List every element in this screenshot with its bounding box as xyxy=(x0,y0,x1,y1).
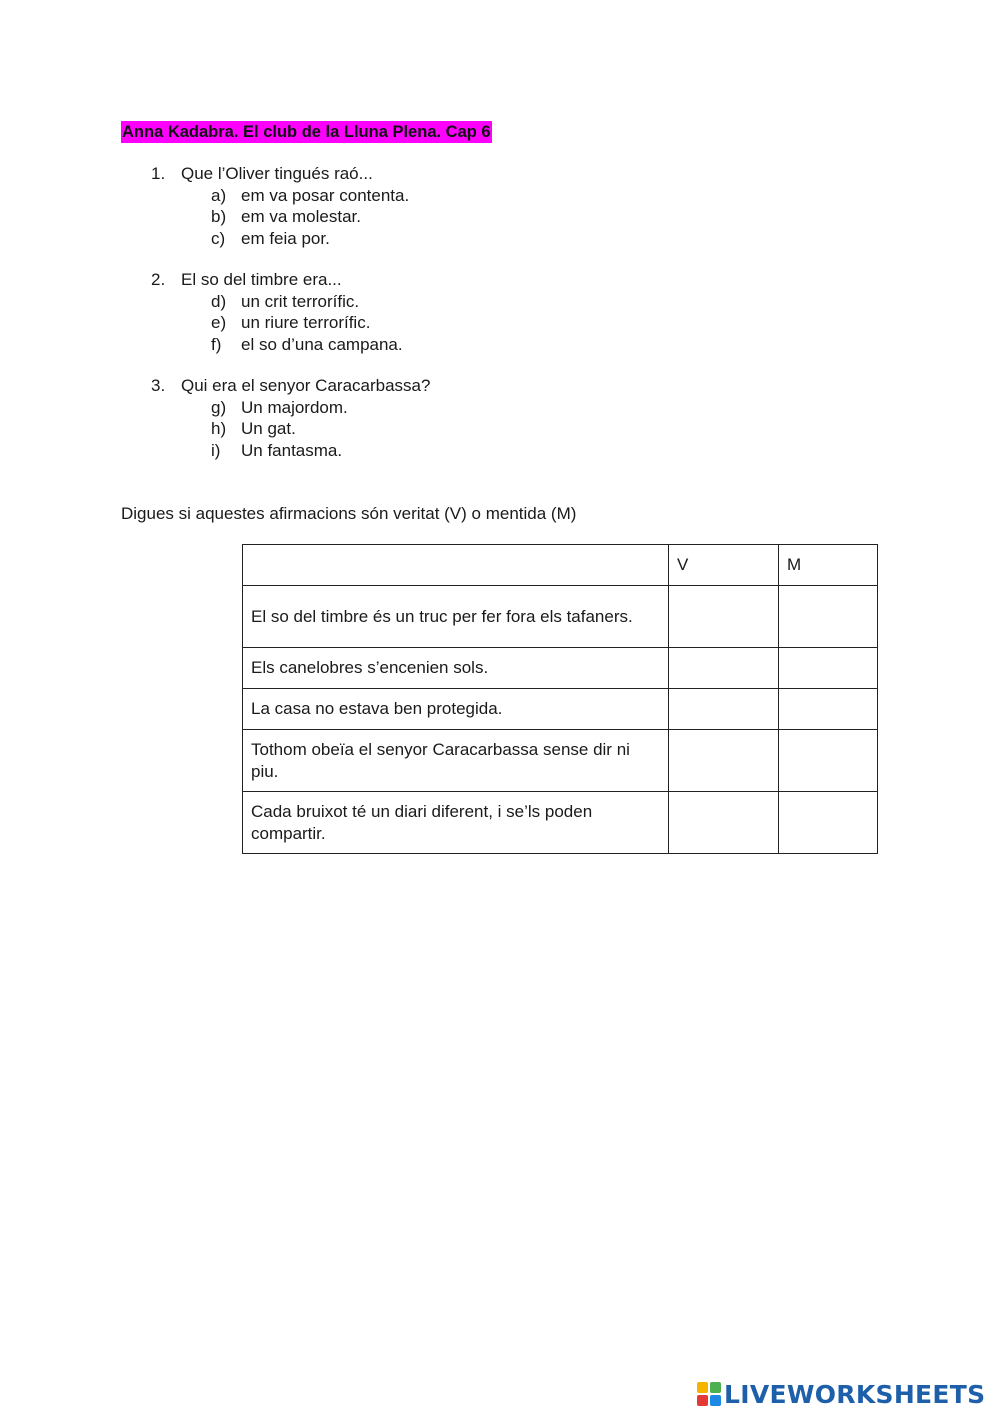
table-row xyxy=(243,730,878,792)
option-letter: a) xyxy=(211,185,227,205)
option-text: un crit terrorífic. xyxy=(241,291,360,311)
true-false-table xyxy=(242,544,878,854)
answer-m-cell[interactable] xyxy=(779,689,878,730)
option-text: em va posar contenta. xyxy=(241,185,410,205)
statement-cell: Cada bruixot té un diari diferent, i se’ls poden compartir. xyxy=(243,792,669,854)
option-text: el so d’una campana. xyxy=(241,334,403,354)
table-row xyxy=(243,648,878,689)
question-1 xyxy=(151,163,409,249)
question-2 xyxy=(151,269,403,355)
option-text: Un fantasma. xyxy=(241,440,343,460)
answer-v-cell[interactable] xyxy=(669,648,779,689)
option-letter: e) xyxy=(211,313,227,332)
option-g[interactable] xyxy=(151,397,430,419)
header-v: V xyxy=(669,545,779,586)
logo-blocks-icon xyxy=(697,1382,721,1406)
worksheet-title: Anna Kadabra. El club de la Lluna Plena. Cap 6 xyxy=(122,123,491,141)
question-text: Qui era el senyor Caracarbassa? xyxy=(181,376,431,395)
option-b[interactable] xyxy=(151,206,409,228)
answer-m-cell[interactable] xyxy=(779,730,878,792)
option-letter: d) xyxy=(211,291,227,311)
question-3 xyxy=(151,375,430,461)
option-text: Un majordom. xyxy=(241,397,348,417)
table-row xyxy=(243,792,878,854)
option-a[interactable] xyxy=(151,185,409,207)
table-row xyxy=(243,689,878,730)
answer-v-cell[interactable] xyxy=(669,689,779,730)
question-number: 2. xyxy=(151,270,166,289)
option-f[interactable] xyxy=(151,334,403,356)
statement-cell: La casa no estava ben protegida. xyxy=(243,689,669,730)
option-letter: c) xyxy=(211,228,226,248)
option-i[interactable] xyxy=(151,440,430,462)
option-d[interactable] xyxy=(151,291,403,313)
answer-m-cell[interactable] xyxy=(779,792,878,854)
true-false-instruction: Digues si aquestes afirmacions són veritat (V) o mentida (M) xyxy=(121,504,577,523)
statement-cell: El so del timbre és un truc per fer fora els tafaners. xyxy=(243,586,669,648)
logo-text: LIVEWORKSHEETS xyxy=(724,1379,986,1409)
liveworksheets-logo xyxy=(697,1378,985,1410)
statement-cell: Tothom obeïa el senyor Caracarbassa sense dir ni piu. xyxy=(243,730,669,792)
answer-v-cell[interactable] xyxy=(669,730,779,792)
option-letter: f) xyxy=(211,334,222,354)
question-text: El so del timbre era... xyxy=(181,270,342,289)
option-text: em va molestar. xyxy=(241,207,361,226)
option-text: em feia por. xyxy=(241,228,330,248)
answer-v-cell[interactable] xyxy=(669,792,779,854)
question-number: 1. xyxy=(151,164,166,183)
option-h[interactable] xyxy=(151,418,430,440)
table-row xyxy=(243,586,878,648)
option-text: Un gat. xyxy=(241,419,296,438)
question-text: Que l’Oliver tingués raó... xyxy=(181,164,373,183)
answer-m-cell[interactable] xyxy=(779,648,878,689)
option-e[interactable] xyxy=(151,312,403,334)
header-statement xyxy=(243,545,669,586)
header-m: M xyxy=(779,545,878,586)
table-header-row xyxy=(243,545,878,586)
statement-cell: Els canelobres s’encenien sols. xyxy=(243,648,669,689)
option-c[interactable] xyxy=(151,228,409,250)
option-letter: g) xyxy=(211,397,227,417)
answer-v-cell[interactable] xyxy=(669,586,779,648)
option-letter: b) xyxy=(211,207,227,226)
option-text: un riure terrorífic. xyxy=(241,313,371,332)
option-letter: h) xyxy=(211,419,227,438)
question-number: 3. xyxy=(151,376,166,395)
answer-m-cell[interactable] xyxy=(779,586,878,648)
option-letter: i) xyxy=(211,440,221,460)
